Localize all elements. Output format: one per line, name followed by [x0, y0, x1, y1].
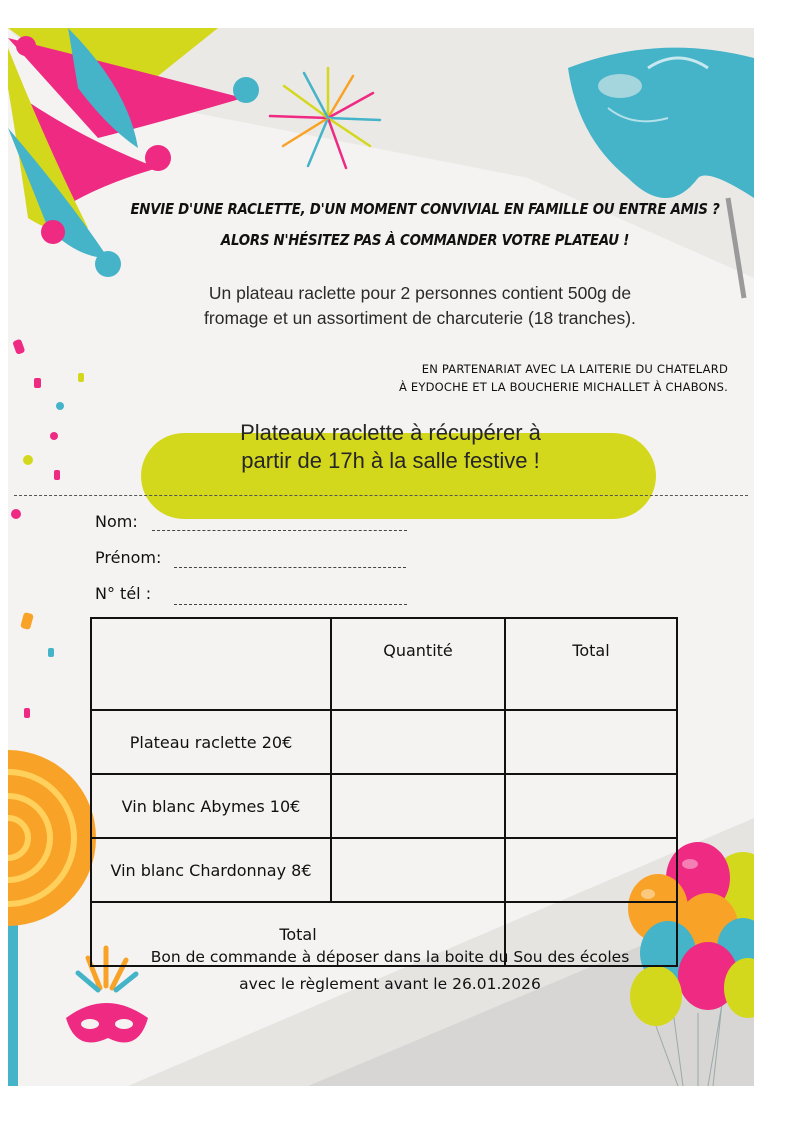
headline-line-2: ALORS N'HÉSITEZ PAS À COMMANDER VOTRE PLATEAU ! [220, 231, 630, 249]
footer-line-2: avec le règlement avant le 26.01.2026 [239, 975, 541, 993]
header-cell-quantity: Quantité [331, 618, 505, 710]
product-cell: Vin blanc Abymes 10€ [91, 774, 331, 838]
quantity-cell[interactable] [331, 710, 505, 774]
order-table [90, 617, 678, 967]
confetti-icon [11, 339, 84, 718]
table-row [91, 774, 677, 838]
product-cell: Vin blanc Chardonnay 8€ [91, 838, 331, 902]
headline-line-1: ENVIE D'UNE RACLETTE, D'UN MOMENT CONVIVIAL EN FAMILLE OU ENTRE AMIS ? [130, 200, 720, 218]
tel-label: N° tél : [95, 584, 152, 603]
partner-line-1: EN PARTENARIAT AVEC LA LAITERIE DU CHATELARD [421, 362, 728, 376]
header-cell-total: Total [505, 618, 677, 710]
table-header-row [91, 618, 677, 710]
nom-label: Nom: [95, 512, 138, 531]
partner-line-2: À EYDOCHE ET LA BOUCHERIE MICHALLET À CHABONS. [398, 380, 728, 394]
pickup-line-2: partir de 17h à la salle festive ! [241, 448, 540, 473]
total-label-cell: Total [91, 902, 505, 966]
footer-line-1: Bon de commande à déposer dans la boite du Sou des écoles [150, 948, 630, 966]
header-cell-product [91, 618, 331, 710]
product-cell: Plateau raclette 20€ [91, 710, 331, 774]
intro-line-2: fromage et un assortiment de charcuterie (18 tranches). [204, 308, 636, 328]
pickup-line-1: Plateaux raclette à récupérer à [240, 420, 541, 445]
quantity-cell[interactable] [331, 838, 505, 902]
table-row [91, 710, 677, 774]
total-cell[interactable] [505, 838, 677, 902]
prenom-field[interactable] [174, 567, 406, 568]
total-cell[interactable] [505, 774, 677, 838]
tel-field[interactable] [174, 604, 407, 605]
cut-line [14, 495, 748, 496]
table-row [91, 838, 677, 902]
intro-line-1: Un plateau raclette pour 2 personnes contient 500g de [208, 283, 632, 303]
total-cell[interactable] [505, 710, 677, 774]
quantity-cell[interactable] [331, 774, 505, 838]
prenom-label: Prénom: [95, 548, 162, 567]
nom-field[interactable] [152, 530, 407, 531]
